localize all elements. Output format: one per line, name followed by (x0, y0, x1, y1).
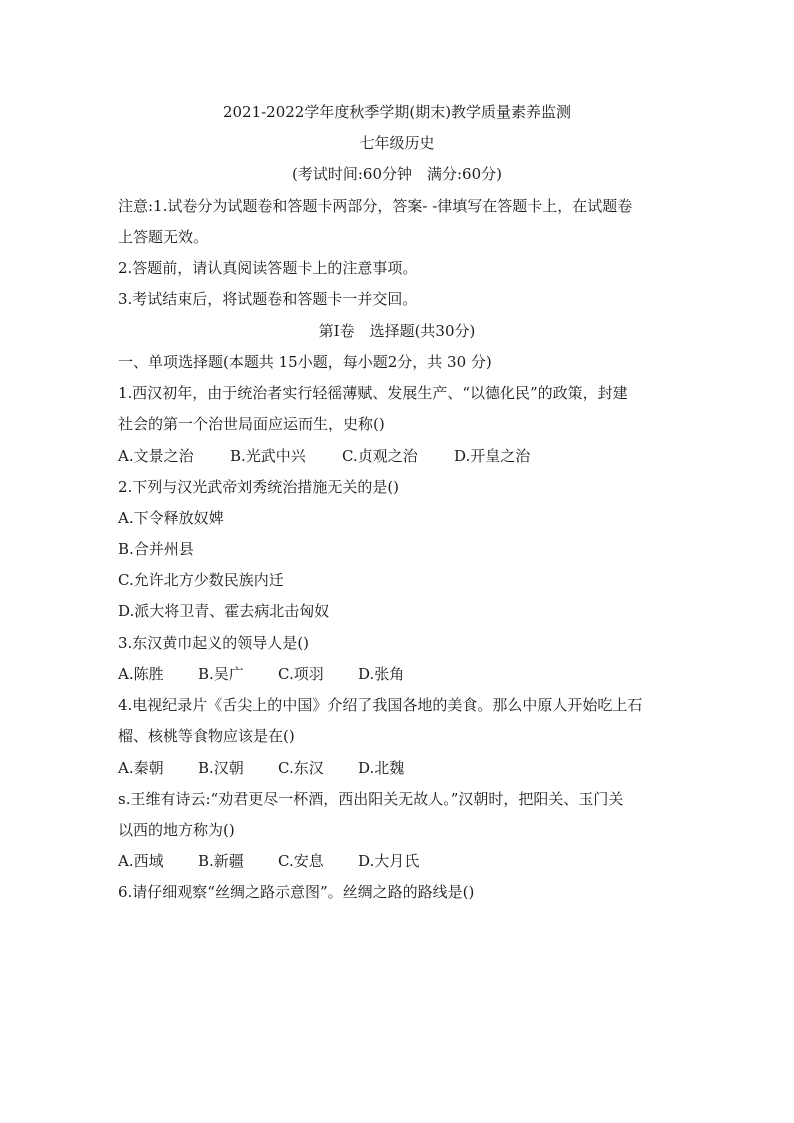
q2-option-d: D.派大将卫青、霍去病北击匈奴 (118, 602, 330, 620)
note-1-line-1: 注意:1.试卷分为试题卷和答题卡两部分，答案- -律填写在答题卡上，在试题卷 (118, 197, 633, 215)
q4-stem-line-1: 4.电视纪录片《舌尖上的中国》介绍了我国各地的美食。那么中原人开始吃上石 (118, 696, 643, 714)
q5-option-a: A.西域 (118, 852, 164, 870)
q1-option-d: D.开皇之治 (454, 447, 531, 465)
q1-option-b: B.光武中兴 (230, 447, 306, 465)
q5-option-c: C.安息 (278, 852, 324, 870)
q2-stem: 2.下列与汉光武帝刘秀统治措施无关的是() (118, 478, 400, 496)
q1-option-c: C.贞观之治 (342, 447, 418, 465)
q5-stem-line-2: 以西的地方称为() (118, 821, 235, 839)
note-1-line-2: 上答题无效。 (118, 228, 209, 246)
q3-option-a: A.陈胜 (118, 665, 164, 683)
q5-option-d: D.大月氏 (358, 852, 420, 870)
q4-option-b: B.汉朝 (198, 759, 244, 777)
part-title: 一、单项选择题(本题共 15小题，每小题2分，共 30 分) (118, 353, 492, 371)
q6-stem: 6.请仔细观察“丝绸之路示意图”。丝绸之路的路线是() (118, 883, 475, 901)
q4-option-c: C.东汉 (278, 759, 324, 777)
q3-option-d: D.张角 (358, 665, 405, 683)
exam-info: (考试时间:60分钟 满分:60分) (292, 165, 502, 183)
q2-option-c: C.允许北方少数民族内迁 (118, 571, 284, 589)
volume-title: 第Ⅰ卷 选择题(共30分) (318, 322, 476, 340)
q5-stem-line-1: s.王维有诗云:“劝君更尽一杯酒，西出阳关无故人。”汉朝时，把阳关、玉门关 (118, 790, 624, 808)
q3-options (118, 664, 404, 684)
q1-stem-line-1: 1.西汉初年，由于统治者实行轻徭薄赋、发展生产、“以德化民”的政策，封建 (118, 384, 628, 402)
note-3: 3.考试结束后，将试题卷和答题卡一并交回。 (118, 290, 418, 308)
q4-option-a: A.秦朝 (118, 759, 164, 777)
q1-options (118, 446, 530, 466)
q2-option-a: A.下令释放奴婢 (118, 509, 224, 527)
q4-stem-line-2: 榴、核桃等食物应该是在() (118, 727, 295, 745)
q5-option-b: B.新疆 (198, 852, 244, 870)
q4-option-d: D.北魏 (358, 759, 405, 777)
q3-stem: 3.东汉黄巾起义的领导人是() (118, 634, 310, 652)
q3-option-b: B.吴广 (198, 665, 244, 683)
q4-options (118, 758, 404, 778)
q1-stem-line-2: 社会的第一个治世局面应运而生，史称() (118, 415, 385, 433)
exam-subject: 七年级历史 (359, 134, 435, 152)
q3-option-c: C.项羽 (278, 665, 324, 683)
q5-options (118, 851, 419, 871)
note-2: 2.答题前，请认真阅读答题卡上的注意事项。 (118, 259, 418, 277)
q1-option-a: A.文景之治 (118, 447, 194, 465)
exam-title: 2021-2022学年度秋季学期(期末)教学质量素养监测 (222, 103, 572, 121)
q2-option-b: B.合并州县 (118, 540, 194, 558)
